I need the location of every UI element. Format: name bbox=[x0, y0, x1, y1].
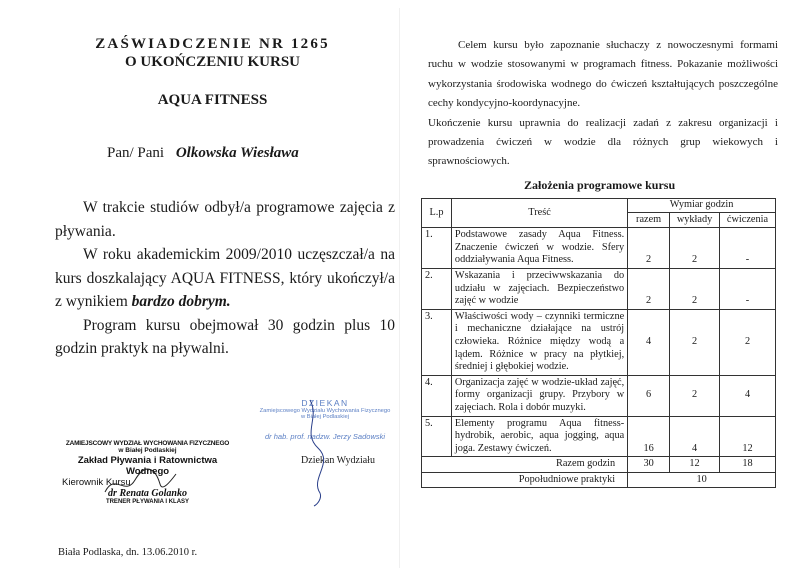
row-lectures: 4 bbox=[670, 416, 720, 457]
row-lp: 1. bbox=[422, 228, 452, 269]
row-exercises: - bbox=[720, 228, 776, 269]
certificate-back bbox=[400, 0, 800, 577]
stamp-department: Zakład Pływania i Ratownictwa Wodnego bbox=[77, 455, 218, 477]
stamp-dean-person: dr hab. prof. nadzw. Jerzy Sadowski bbox=[264, 432, 386, 441]
header-content: Treść bbox=[451, 199, 627, 228]
signature-dean bbox=[290, 398, 340, 508]
stamp-dean-heading: DZIEKAN bbox=[301, 398, 349, 408]
table-practice-row bbox=[422, 472, 776, 488]
table-row bbox=[422, 309, 776, 375]
stamp-dean-city: w Białej Podlaskiej bbox=[300, 414, 349, 420]
table-row bbox=[422, 268, 776, 309]
place-and-date: Biała Podlaska, dn. 13.06.2010 r. bbox=[58, 547, 198, 558]
row-lectures: 2 bbox=[670, 309, 720, 375]
header-hours: Wymiar godzin bbox=[628, 199, 776, 213]
table-row bbox=[422, 228, 776, 269]
table-header-row bbox=[422, 199, 776, 213]
row-content: Podstawowe zasady Aqua Fitness. Znaczenie ćwiczeń w wodzie. Sfery oddziaływania Aqua Fitness. bbox=[451, 228, 627, 269]
row-exercises: - bbox=[720, 268, 776, 309]
table-row bbox=[422, 375, 776, 416]
row-exercises: 12 bbox=[720, 416, 776, 457]
stamp-city: w Białej Podlaskiej bbox=[118, 447, 177, 454]
row-total: 2 bbox=[628, 268, 670, 309]
practice-label: Popołudniowe praktyki bbox=[422, 472, 628, 488]
row-total: 2 bbox=[628, 228, 670, 269]
sum-lectures: 12 bbox=[670, 457, 720, 473]
paragraph-course bbox=[55, 243, 395, 314]
stamp-dean-role: Dziekan Wydziału bbox=[301, 455, 375, 466]
row-exercises: 4 bbox=[720, 375, 776, 416]
paragraph-course-text: W roku akademickim 2009/2010 uczęszczał/a na kurs doszkalający AQUA FITNESS, który ukończył/a z wynikiem bbox=[55, 246, 395, 310]
certificate-subtitle: O UKOŃCZENIU KURSU bbox=[124, 54, 301, 70]
row-content: Właściwości wody – czynniki termiczne i mechaniczne działające na ustrój człowieka. Różnice między wodą a lądem. Różnice w pracy na płytkiej, średniej i głębokiej wodzie. bbox=[451, 309, 627, 375]
header-lectures: wykłady bbox=[670, 212, 720, 228]
practice-value: 10 bbox=[628, 472, 776, 488]
program-table bbox=[421, 198, 776, 488]
grade-text: bardzo dobrym. bbox=[131, 293, 231, 310]
course-description bbox=[428, 36, 778, 172]
sum-label: Razem godzin bbox=[422, 457, 628, 473]
row-lectures: 2 bbox=[670, 375, 720, 416]
row-lp: 4. bbox=[422, 375, 452, 416]
row-lp: 2. bbox=[422, 268, 452, 309]
salutation: Pan/ Pani bbox=[107, 145, 165, 161]
sum-exercises: 18 bbox=[720, 457, 776, 473]
sum-total: 30 bbox=[628, 457, 670, 473]
header-total: razem bbox=[628, 212, 670, 228]
stamp-role: Kierownik Kursu bbox=[62, 477, 131, 488]
program-table-title: Założenia programowe kursu bbox=[524, 178, 676, 192]
table-row bbox=[422, 416, 776, 457]
stamp-person: dr Renata Golanko bbox=[108, 488, 187, 499]
row-lectures: 2 bbox=[670, 268, 720, 309]
row-exercises: 2 bbox=[720, 309, 776, 375]
row-total: 4 bbox=[628, 309, 670, 375]
table-sum-row bbox=[422, 457, 776, 473]
course-qualification-paragraph: Ukończenie kursu uprawnia do realizacji zadań z zakresu organizacji i prowadzenia ćwiczeń w wodzie dla różnych grup wiekowych i sprawnościowych. bbox=[428, 116, 778, 168]
header-exercises: ćwiczenia bbox=[720, 212, 776, 228]
row-content: Wskazania i przeciwwskazania do udziału w zajęciach. Bezpieczeństwo zajęć w wodzie bbox=[451, 268, 627, 309]
row-total: 16 bbox=[628, 416, 670, 457]
stamp-dean-faculty: Zamiejscowego Wydziału Wychowania Fizycznego bbox=[259, 408, 391, 414]
signature-manager bbox=[100, 462, 180, 502]
header-lp: L.p bbox=[422, 199, 452, 228]
course-title: AQUA FITNESS bbox=[157, 92, 268, 108]
row-lp: 5. bbox=[422, 416, 452, 457]
row-content: Elementy programu Aqua fitness-hydrobik, aerobic, aqua jogging, aqua joga. Zestawy ćwiczeń. bbox=[451, 416, 627, 457]
recipient-line bbox=[107, 145, 299, 162]
course-goal-paragraph: Celem kursu było zapoznanie słuchaczy z nowoczesnymi formami ruchu w wodzie stosowanymi w programach fitness. Pokazanie możliwości wykorzystania środowiska wodnego do ćwiczeń kształtujących poszczególne cechy kondycyjno-koordynacyjne. bbox=[428, 39, 778, 110]
stamp-title: TRENER PŁYWANIA I KLASY bbox=[105, 499, 190, 505]
course-manager-stamp bbox=[60, 440, 235, 505]
dean-stamp bbox=[250, 398, 400, 466]
stamp-faculty: ZAMIEJSCOWY WYDZIAŁ WYCHOWANIA FIZYCZNEGO bbox=[65, 440, 230, 447]
row-lp: 3. bbox=[422, 309, 452, 375]
paragraph-program: Program kursu obejmował 30 godzin plus 10 godzin praktyk na pływalni. bbox=[55, 316, 395, 357]
row-lectures: 2 bbox=[670, 228, 720, 269]
row-content: Organizacja zajęć w wodzie-układ zajęć, formy organizacji grupy. Przybory w zajęciach. Rola i dobór muzyki. bbox=[451, 375, 627, 416]
participant-name: Olkowska Wiesława bbox=[175, 145, 299, 161]
row-total: 6 bbox=[628, 375, 670, 416]
certificate-body bbox=[55, 196, 395, 361]
certificate-title: ZAŚWIADCZENIE NR 1265 bbox=[95, 36, 330, 52]
paragraph-studies: W trakcie studiów odbył/a programowe zajęcia z pływania. bbox=[55, 199, 395, 240]
